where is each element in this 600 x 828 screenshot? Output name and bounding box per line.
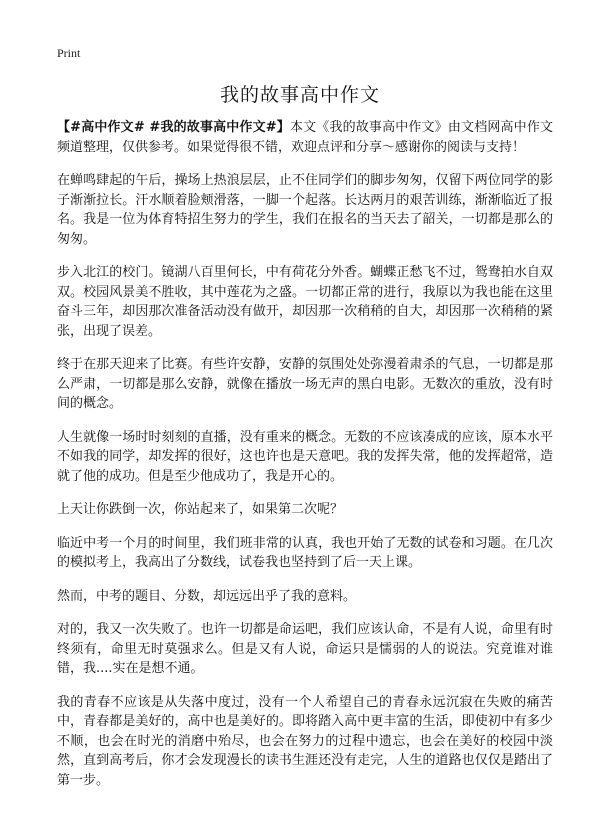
paragraph-7: 然而，中考的题目、分数，却远远出乎了我的意料。 <box>57 588 357 604</box>
paragraph-1: 在蝉鸣肆起的午后，操场上热浪层层，止不住同学们的脚步匆匆，仅留下两位同学的影子渐渐拉长。汗水顺着脸颊滑落，一脚一个起落。长达两月的艰苦训练，渐渐临近了报名。我是一位为体育特招生努力的学生，我们在报名的当天去了韶关，一切都是那么的匆匆。 <box>57 173 553 247</box>
paragraph-6: 临近中考一个月的时间里，我们班非常的认真，我也开始了无数的试卷和习题。在几次的模拟考上，我高出了分数线，试卷我也坚持到了后一天上课。 <box>57 535 553 570</box>
paragraph-3: 终于在那天迎来了比赛。有些许安静，安静的氛围处处弥漫着肃杀的气息，一切都是那么严肃，一切都是那么安静，就像在播放一场无声的黑白电影。无数次的重放，没有时间的概念。 <box>57 357 553 411</box>
article-body <box>57 118 553 804</box>
print-link[interactable]: Print <box>57 46 81 60</box>
paragraph-5: 上天让你跌倒一次，你站起来了，如果第二次呢？ <box>57 502 344 517</box>
intro-tags: 【#高中作文# #我的故事高中作文#】 <box>57 120 290 135</box>
paragraph-2: 步入北江的校门。镜湖八百里何长，中有荷花分外香。蝴蝶正愁飞不过，鸳鸯拍水自双双。校园风景美不胜收，其中莲花为之盛。一切都正常的进行，我原以为我也能在这里奋斗三年，却因那次准备活动没有做开，却因那一次稍稍的自大，却因那一次稍稍的紧张，出现了误差。 <box>57 265 553 339</box>
intro-text: 本文《我的故事高中作文》由文档网高中作文频道整理，仅供参考。如果觉得很不错，欢迎点评和分享～感谢你的阅读与支持！ <box>57 120 553 155</box>
paragraph-8: 对的，我又一次失败了。也许一切都是命运吧，我们应该认命，不是有人说，命里有时终须有，命里无时莫强求么。但是又有人说，命运只是懦弱的人的说法。究竟谁对谁错，我....实在是想不通。 <box>57 622 553 676</box>
paragraph-9: 我的青春不应该是从失落中度过，没有一个人希望自己的青春永远沉寂在失败的痛苦中，青春都是美好的，高中也是美好的。即将踏入高中更丰富的生活，即使初中有多少不顺，也会在时光的消磨中殆尽，也会在努力的过程中遗忘，也会在美好的校园中淡然，直到高考后，你才会发现漫长的读书生涯还没有走完，人生的道路也仅仅是踏出了第一步。 <box>57 694 553 788</box>
intro-paragraph <box>57 118 553 157</box>
paragraph-4: 人生就像一场时时刻刻的直播，没有重来的概念。无数的不应该凑成的应该，原本水平不如我的同学，却发挥的很好，这也许也是天意吧。我的发挥失常，他的发挥超常，造就了他的成功。但是至少他成功了，我是开心的。 <box>57 429 553 484</box>
page-title: 我的故事高中作文 <box>219 84 380 106</box>
